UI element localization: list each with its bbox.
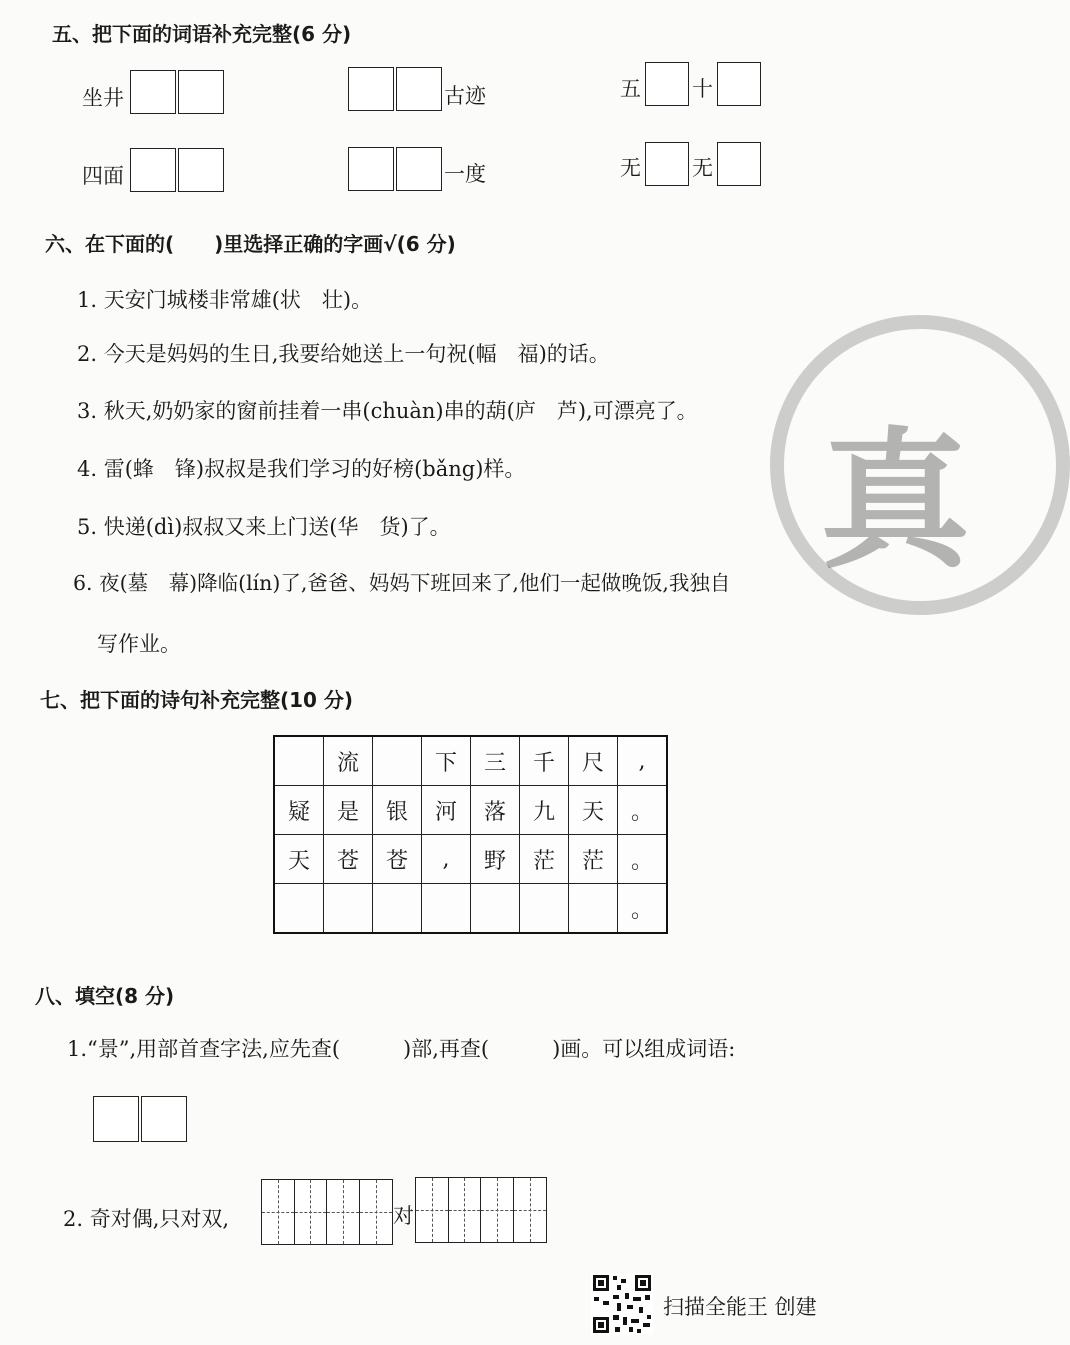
fill-question-2-prefix: 2. 奇对偶,只对双, xyxy=(63,1207,230,1231)
poem-cell[interactable] xyxy=(373,736,422,786)
poem-cell: , xyxy=(618,736,668,786)
poem-cell: 是 xyxy=(324,786,373,835)
writing-cell[interactable] xyxy=(481,1178,514,1242)
answer-box[interactable] xyxy=(645,62,689,106)
poem-cell: 。 xyxy=(618,835,668,884)
poem-cell: 九 xyxy=(520,786,569,835)
qr-code-icon xyxy=(591,1273,653,1335)
word-part-3b: 十 xyxy=(692,77,713,101)
writing-grid[interactable] xyxy=(415,1177,547,1243)
answer-box[interactable] xyxy=(178,70,224,114)
writing-cell[interactable] xyxy=(416,1178,449,1242)
poem-cell[interactable] xyxy=(324,884,373,934)
answer-box[interactable] xyxy=(178,148,224,192)
seal-stamp-char: 真 xyxy=(820,415,971,589)
answer-box[interactable] xyxy=(130,148,176,192)
section7-title: 七、把下面的诗句补充完整(10 分) xyxy=(40,688,354,712)
fill-question-1: 1.“景”,用部首查字法,应先查( )部,再查( )画。可以组成词语: xyxy=(67,1037,736,1061)
poem-cell: , xyxy=(422,835,471,884)
writing-cell[interactable] xyxy=(327,1180,360,1244)
poem-cell[interactable] xyxy=(274,884,324,934)
poem-cell[interactable] xyxy=(520,884,569,934)
answer-box[interactable] xyxy=(396,147,442,191)
writing-grid[interactable] xyxy=(261,1179,393,1245)
word-suffix-2: 古迹 xyxy=(444,84,486,108)
poem-cell: 银 xyxy=(373,786,422,835)
question-line: 2. 今天是妈妈的生日,我要给她送上一句祝(幅 福)的话。 xyxy=(77,342,610,366)
poem-cell: 茫 xyxy=(520,835,569,884)
word-suffix-5: 一度 xyxy=(444,162,486,186)
poem-cell: 疑 xyxy=(274,786,324,835)
section8-title: 八、填空(8 分) xyxy=(35,984,175,1008)
answer-box[interactable] xyxy=(645,142,689,186)
poem-cell[interactable] xyxy=(569,884,618,934)
word-part-6a: 无 xyxy=(620,156,641,180)
writing-cell[interactable] xyxy=(449,1178,482,1242)
writing-cell[interactable] xyxy=(514,1178,546,1242)
poem-grid xyxy=(273,735,668,934)
poem-cell: 三 xyxy=(471,736,520,786)
poem-cell: 尺 xyxy=(569,736,618,786)
answer-box[interactable] xyxy=(717,62,761,106)
answer-box[interactable] xyxy=(141,1096,187,1142)
fill-question-2-mid: 对 xyxy=(393,1204,414,1228)
answer-box[interactable] xyxy=(396,67,442,111)
writing-cell[interactable] xyxy=(295,1180,328,1244)
section6-title: 六、在下面的( )里选择正确的字画√(6 分) xyxy=(45,232,456,256)
answer-box[interactable] xyxy=(348,67,394,111)
question-line: 6. 夜(墓 幕)降临(lín)了,爸爸、妈妈下班回来了,他们一起做晚饭,我独自 xyxy=(73,571,731,595)
poem-cell[interactable] xyxy=(422,884,471,934)
poem-cell: 天 xyxy=(569,786,618,835)
word-prefix-1: 坐井 xyxy=(82,86,124,110)
poem-cell: 苍 xyxy=(324,835,373,884)
answer-box[interactable] xyxy=(130,70,176,114)
section5-title: 五、把下面的词语补充完整(6 分) xyxy=(52,22,352,46)
poem-cell: 下 xyxy=(422,736,471,786)
poem-cell: 。 xyxy=(618,786,668,835)
word-part-3a: 五 xyxy=(620,77,641,101)
poem-cell[interactable] xyxy=(471,884,520,934)
poem-cell: 野 xyxy=(471,835,520,884)
question-line: 5. 快递(dì)叔叔又来上门送(华 货)了。 xyxy=(77,515,451,539)
poem-cell[interactable] xyxy=(373,884,422,934)
writing-cell[interactable] xyxy=(262,1180,295,1244)
word-prefix-4: 四面 xyxy=(82,164,124,188)
scanner-watermark: 扫描全能王 创建 xyxy=(663,1295,817,1319)
poem-cell: 千 xyxy=(520,736,569,786)
poem-cell: 茫 xyxy=(569,835,618,884)
word-part-6b: 无 xyxy=(692,156,713,180)
answer-box[interactable] xyxy=(717,142,761,186)
writing-cell[interactable] xyxy=(360,1180,392,1244)
poem-cell[interactable] xyxy=(274,736,324,786)
poem-cell: 河 xyxy=(422,786,471,835)
question-line: 4. 雷(蜂 锋)叔叔是我们学习的好榜(bǎng)样。 xyxy=(77,457,526,481)
poem-cell: 天 xyxy=(274,835,324,884)
poem-cell: 落 xyxy=(471,786,520,835)
answer-box[interactable] xyxy=(93,1096,139,1142)
poem-cell: 苍 xyxy=(373,835,422,884)
question-line: 1. 天安门城楼非常雄(状 壮)。 xyxy=(77,288,373,312)
poem-cell: 。 xyxy=(618,884,668,934)
answer-box[interactable] xyxy=(348,147,394,191)
question-line: 3. 秋天,奶奶家的窗前挂着一串(chuàn)串的葫(庐 芦),可漂亮了。 xyxy=(77,399,698,423)
question-line-cont: 写作业。 xyxy=(97,632,181,656)
poem-cell: 流 xyxy=(324,736,373,786)
